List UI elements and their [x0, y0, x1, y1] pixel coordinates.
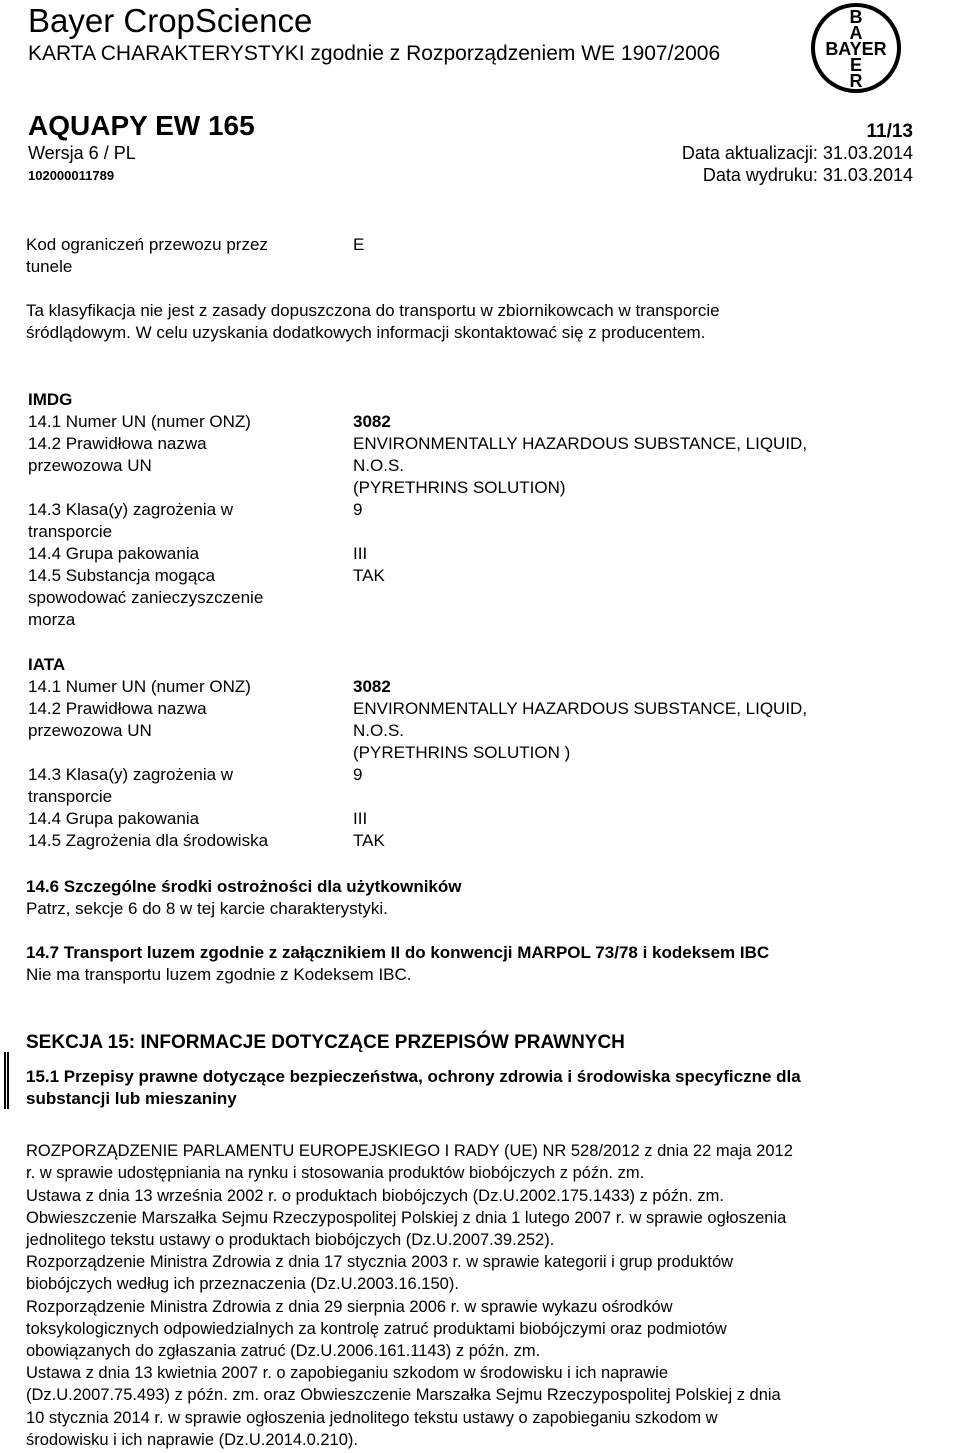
- tunnel-code-label: Kod ograniczeń przewozu przez: [26, 235, 268, 254]
- inland-note-line1: Ta klasyfikacja nie jest z zasady dopuszczona do transportu w zbiornikowcach w transporcie: [26, 301, 720, 320]
- imdg-name-label: 14.2 Prawidłowa nazwa: [28, 434, 207, 453]
- iata-name-value-cont2: (PYRETHRINS SOLUTION ): [353, 743, 571, 762]
- version: Wersja 6 / PL: [28, 143, 136, 163]
- regulation-line: Ustawa z dnia 13 kwietnia 2007 r. o zapobieganiu szkodom w środowisku i ich naprawie: [26, 1364, 669, 1382]
- regulation-line: Ustawa z dnia 13 września 2002 r. o produktach biobójczych (Dz.U.2002.175.1433) z późn. zm.: [26, 1187, 724, 1205]
- inland-note-line2: śródlądowym. W celu uzyskania dodatkowych informacji skontaktować się z producentem.: [26, 323, 706, 342]
- imdg-un-value: 3082: [353, 412, 391, 431]
- product-name: AQUAPY EW 165: [28, 110, 255, 141]
- company-name: Bayer CropScience: [28, 2, 313, 39]
- tunnel-code-value: E: [353, 235, 365, 254]
- regulation-line: jednolitego tekstu ustawy o produktach biobójczych (Dz.U.2007.39.252).: [26, 1231, 555, 1249]
- document-number: 102000011789: [28, 168, 115, 183]
- regulation-line: biobójczych według ich przeznaczenia (Dz.U.2003.16.150).: [26, 1275, 459, 1293]
- imdg-class-label: 14.3 Klasa(y) zagrożenia w: [28, 500, 234, 519]
- iata-pack-label: 14.4 Grupa pakowania: [28, 809, 200, 828]
- imdg-class-label-cont: transporcie: [28, 522, 113, 541]
- s146-text: Patrz, sekcje 6 do 8 w tej karcie charakterystyki.: [26, 899, 388, 918]
- update-date: Data aktualizacji: 31.03.2014: [681, 143, 913, 163]
- imdg-pack-value: III: [353, 544, 368, 563]
- iata-name-label-cont: przewozowa UN: [28, 721, 152, 740]
- revision-change-bar: [4, 1052, 9, 1109]
- iata-env-label: 14.5 Zagrożenia dla środowiska: [28, 831, 269, 850]
- imdg-marine-label-cont: spowodować zanieczyszczenie: [28, 588, 264, 607]
- logo-letter-b: B: [849, 7, 863, 27]
- document-subtitle: KARTA CHARAKTERYSTYKI zgodnie z Rozporządzeniem WE 1907/2006: [28, 42, 721, 65]
- iata-env-value: TAK: [353, 831, 385, 850]
- imdg-un-label: 14.1 Numer UN (numer ONZ): [28, 412, 251, 431]
- iata-pack-value: III: [353, 809, 368, 828]
- iata-name-value-cont: N.O.S.: [353, 721, 405, 740]
- regulation-line: obowiązanych do zgłaszania zatruć (Dz.U.2006.161.1143) z późn. zm.: [26, 1342, 541, 1360]
- imdg-name-value-cont2: (PYRETHRINS SOLUTION): [353, 478, 566, 497]
- imdg-marine-value: TAK: [353, 566, 385, 585]
- s146-heading: 14.6 Szczególne środki ostrożności dla użytkowników: [26, 877, 462, 896]
- imdg-heading: IMDG: [28, 390, 73, 409]
- regulation-line: 10 stycznia 2014 r. w sprawie ogłoszenia jednolitego tekstu ustawy o zapobieganiu szkodom w: [26, 1409, 718, 1427]
- imdg-name-label-cont: przewozowa UN: [28, 456, 152, 475]
- regulation-line: (Dz.U.2007.75.493) z późn. zm. oraz Obwieszczenie Marszałka Sejmu Rzeczypospolitej Polskiej z dnia: [26, 1386, 781, 1404]
- iata-un-value: 3082: [353, 677, 391, 696]
- s147-heading: 14.7 Transport luzem zgodnie z załącznikiem II do konwencji MARPOL 73/78 i kodeksem IBC: [26, 943, 770, 962]
- section-15-1-heading: 15.1 Przepisy prawne dotyczące bezpieczeństwa, ochrony zdrowia i środowiska specyficzne dla: [26, 1067, 801, 1086]
- logo-letter-r: R: [849, 71, 863, 91]
- tunnel-code-label-cont: tunele: [26, 257, 73, 276]
- iata-un-label: 14.1 Numer UN (numer ONZ): [28, 677, 251, 696]
- imdg-marine-label: 14.5 Substancja mogąca: [28, 566, 216, 585]
- iata-class-value: 9: [353, 765, 363, 784]
- logo-letter-a: A: [849, 23, 863, 43]
- regulation-line: Rozporządzenie Ministra Zdrowia z dnia 29 sierpnia 2006 r. w sprawie wykazu ośrodków: [26, 1298, 673, 1316]
- imdg-name-value: ENVIRONMENTALLY HAZARDOUS SUBSTANCE, LIQUID,: [353, 434, 808, 453]
- regulation-line: r. w sprawie udostępniania na rynku i stosowania produktów biobójczych z późn. zm.: [26, 1164, 645, 1182]
- imdg-class-value: 9: [353, 500, 363, 519]
- iata-name-label: 14.2 Prawidłowa nazwa: [28, 699, 207, 718]
- bayer-cross-logo: [810, 2, 902, 94]
- page-number: 11/13: [866, 121, 913, 142]
- section-15-1-heading-cont: substancji lub mieszaniny: [26, 1089, 237, 1108]
- imdg-pack-label: 14.4 Grupa pakowania: [28, 544, 200, 563]
- regulation-line: ROZPORZĄDZENIE PARLAMENTU EUROPEJSKIEGO I RADY (UE) NR 528/2012 z dnia 22 maja 2012: [26, 1142, 793, 1160]
- regulation-line: Rozporządzenie Ministra Zdrowia z dnia 17 stycznia 2003 r. w sprawie kategorii i grup produktów: [26, 1253, 734, 1271]
- regulation-line: środowisku i ich naprawie (Dz.U.2014.0.210).: [26, 1431, 358, 1449]
- iata-class-label: 14.3 Klasa(y) zagrożenia w: [28, 765, 234, 784]
- print-date: Data wydruku: 31.03.2014: [702, 165, 913, 185]
- regulation-line: Obwieszczenie Marszałka Sejmu Rzeczypospolitej Polskiej z dnia 1 lutego 2007 r. w sprawie ogłoszenia: [26, 1209, 787, 1227]
- imdg-marine-label-cont2: morza: [28, 610, 76, 629]
- logo-word-bayer: BAYER: [825, 39, 887, 59]
- section-15-title: SEKCJA 15: INFORMACJE DOTYCZĄCE PRZEPISÓW PRAWNYCH: [26, 1032, 625, 1053]
- iata-class-label-cont: transporcie: [28, 787, 113, 806]
- logo-letter-e: E: [849, 55, 863, 75]
- imdg-name-value-cont: N.O.S.: [353, 456, 405, 475]
- iata-heading: IATA: [28, 655, 66, 674]
- s147-text: Nie ma transportu luzem zgodnie z Kodeksem IBC.: [26, 965, 412, 984]
- iata-name-value: ENVIRONMENTALLY HAZARDOUS SUBSTANCE, LIQUID,: [353, 699, 808, 718]
- regulation-line: toksykologicznych odpowiedzialnych za kontrolę zatruć produktami biobójczymi oraz podmiotów: [26, 1320, 727, 1338]
